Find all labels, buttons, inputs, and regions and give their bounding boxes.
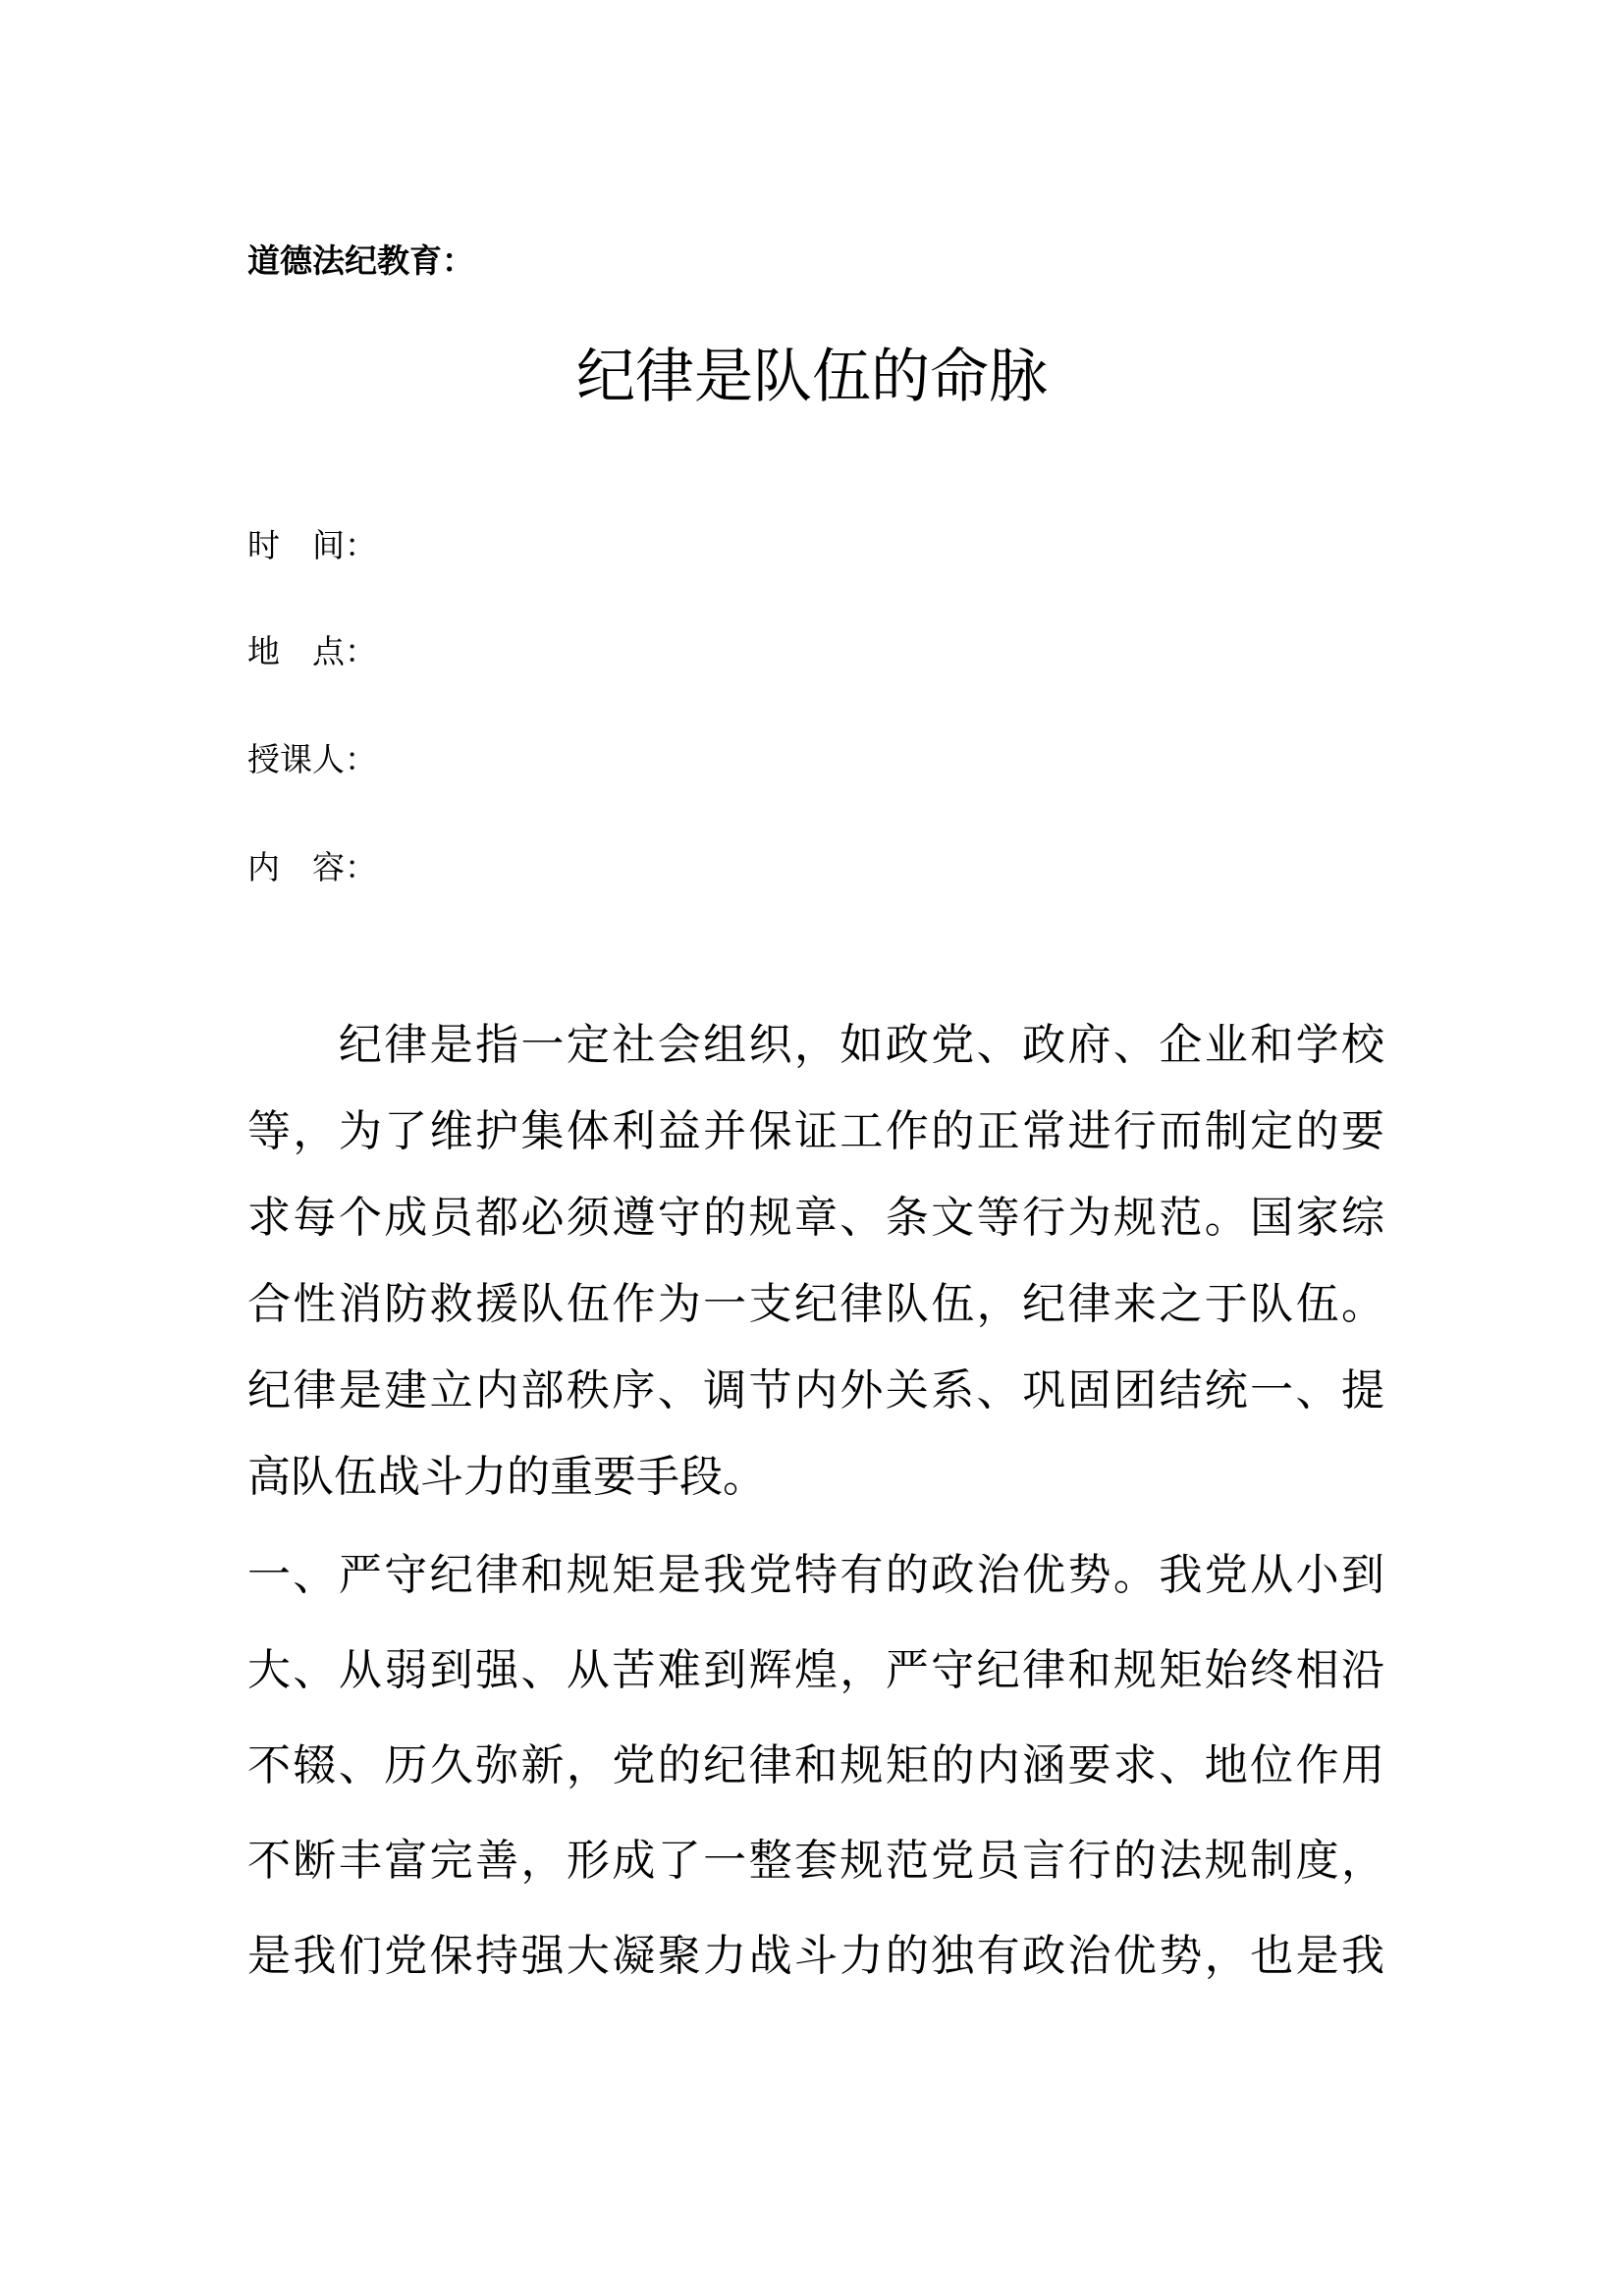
paragraph-line: 大、从弱到强、从苦难到辉煌，严守纪律和规矩始终相沿 [247,1645,1384,1695]
paragraph-line: 求每个成员都必须遵守的规章、条文等行为规范。国家综 [247,1193,1384,1243]
paragraph-line: 不辍、历久弥新，党的纪律和规矩的内涵要求、地位作用 [247,1740,1384,1790]
paragraph-line: 不断丰富完善，形成了一整套规范党员言行的法规制度， [247,1836,1384,1886]
paragraph-line: 高队伍战斗力的重要手段。 [247,1452,766,1502]
paragraph-line: 一、严守纪律和规矩是我党特有的政治优势。我党从小到 [247,1550,1384,1600]
paragraph-line: 纪律是建立内部秩序、调节内外关系、巩固团结统一、提 [247,1365,1384,1415]
meta-content: 内 容： [247,848,377,886]
paragraph-line: 合性消防救援队伍作为一支纪律队伍，纪律来之于队伍。 [247,1279,1384,1329]
meta-time: 时 间： [247,526,377,564]
paragraph-line: 纪律是指一定社会组织，如政党、政府、企业和学校 [247,1020,1384,1070]
paragraph-line: 是我们党保持强大凝聚力战斗力的独有政治优势，也是我 [247,1931,1384,1981]
document-title: 纪律是队伍的命脉 [576,343,1048,411]
meta-place: 地 点： [247,632,377,670]
meta-lecturer: 授课人： [247,740,377,778]
paragraph-line: 等，为了维护集体利益并保证工作的正常进行而制定的要 [247,1106,1384,1156]
section-heading: 道德法纪教育： [247,241,474,280]
